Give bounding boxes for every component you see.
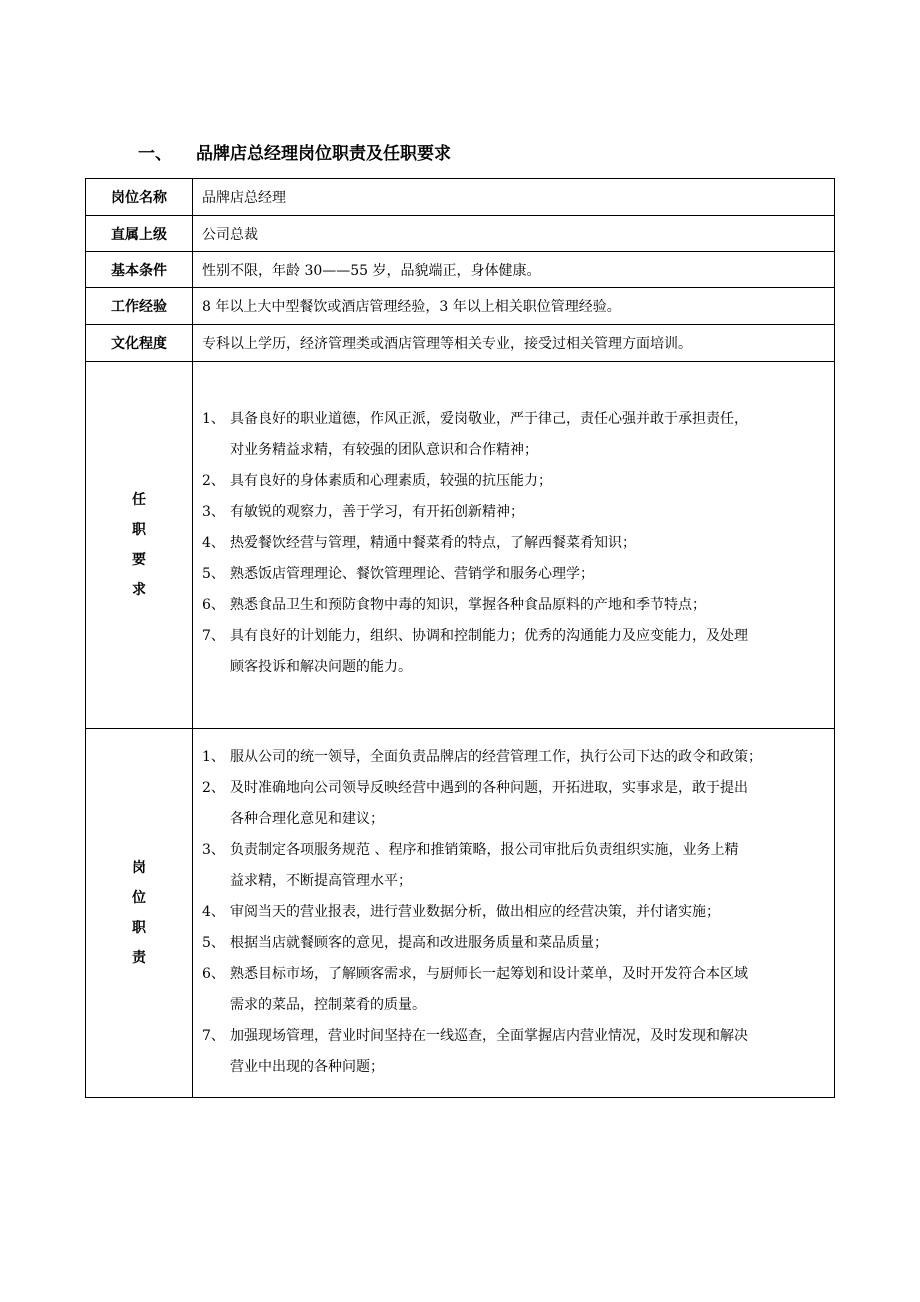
item-line: 具有良好的身体素质和心理素质，较强的抗压能力； [230,472,552,489]
label-char: 职 [132,522,146,538]
label-char: 求 [132,582,146,598]
job-description-table [85,178,835,1098]
item-number: 1、 [202,749,225,765]
requirements-list [193,404,834,683]
item-line: 及时准确地向公司领导反映经营中遇到的各种问题，开拓进取，实事求是，敢于提出 [230,780,748,796]
item-line: 熟悉目标市场，了解顾客需求，与厨师长一起筹划和设计菜单，及时开发符合本区域 [230,966,748,982]
row-label: 岗位名称 [86,179,193,216]
duties-label [86,853,192,973]
list-item [202,835,828,897]
item-number: 5、 [202,565,225,582]
list-item [202,404,828,466]
table-row-work-experience [86,288,835,325]
requirements-label [86,485,192,605]
item-line: 各种合理化意见和建议； [230,811,384,827]
label-char: 任 [132,492,146,508]
section-title: 品牌店总经理岗位职责及任职要求 [196,144,451,164]
item-number: 3、 [202,503,225,520]
item-number: 7、 [202,1028,225,1044]
table-row-duties [86,729,835,1098]
row-value: 专科以上学历，经济管理类或酒店管理等相关专业，接受过相关管理方面培训。 [193,325,835,362]
list-item [202,1021,828,1083]
list-item [202,959,828,1021]
item-line: 营业中出现的各种问题； [230,1059,384,1075]
item-line: 具备良好的职业道德，作风正派，爱岗敬业，严于律己，责任心强并敢于承担责任， [230,410,748,427]
duties-list-cell [193,729,835,1098]
row-label: 工作经验 [86,288,193,325]
requirements-label-cell [86,362,193,729]
item-number: 3、 [202,842,225,858]
label-char: 岗 [132,860,146,876]
row-value: 品牌店总经理 [193,179,835,216]
label-char: 要 [132,552,146,568]
row-label: 直属上级 [86,216,193,252]
item-line: 熟悉饭店管理理论、餐饮管理理论、营销学和服务心理学； [230,565,594,582]
item-number: 6、 [202,966,225,982]
list-item [202,897,828,928]
item-line: 熟悉食品卫生和预防食物中毒的知识，掌握各种食品原料的产地和季节特点； [230,596,706,613]
list-item [202,590,828,621]
list-item [202,621,828,683]
item-number: 7、 [202,627,225,644]
list-item [202,497,828,528]
row-value: 性别不限，年龄 30——55 岁，品貌端正，身体健康。 [193,252,835,288]
duties-label-cell [86,729,193,1098]
item-line: 需求的菜品，控制菜肴的质量。 [230,997,426,1013]
table-row-basic-conditions [86,252,835,288]
list-item [202,466,828,497]
item-line: 顾客投诉和解决问题的能力。 [230,658,412,675]
item-line: 具有良好的计划能力，组织、协调和控制能力；优秀的沟通能力及应变能力，及处理 [230,627,748,644]
table-row-education [86,325,835,362]
item-line: 服从公司的统一领导，全面负责品牌店的经营管理工作，执行公司下达的政令和政策； [230,749,762,765]
label-char: 位 [132,890,146,906]
list-item [202,742,828,773]
duties-list [193,742,834,1083]
item-number: 6、 [202,596,225,613]
list-item [202,773,828,835]
list-item [202,528,828,559]
item-line: 加强现场管理，营业时间坚持在一线巡查，全面掌握店内营业情况，及时发现和解决 [230,1028,748,1044]
requirements-list-cell [193,362,835,729]
row-value: 公司总裁 [193,216,835,252]
item-line: 负责制定各项服务规范 、程序和推销策略，报公司审批后负责组织实施，业务上精 [230,842,739,858]
section-number: 一、 [138,144,172,164]
row-label: 基本条件 [86,252,193,288]
item-number: 4、 [202,534,225,551]
item-number: 5、 [202,935,225,951]
item-number: 2、 [202,780,225,796]
table-row-requirements [86,362,835,729]
section-heading [138,141,451,167]
table-row-position-name [86,179,835,216]
item-line: 有敏锐的观察力，善于学习，有开拓创新精神； [230,503,524,520]
list-item [202,559,828,590]
row-label: 文化程度 [86,325,193,362]
label-char: 责 [132,950,146,966]
row-value: 8 年以上大中型餐饮或酒店管理经验，3 年以上相关职位管理经验。 [193,288,835,325]
item-number: 1、 [202,410,225,427]
list-item [202,928,828,959]
item-line: 益求精，不断提高管理水平； [230,873,412,889]
item-line: 对业务精益求精，有较强的团队意识和合作精神； [230,441,538,458]
item-line: 根据当店就餐顾客的意见，提高和改进服务质量和菜品质量； [230,935,608,951]
item-line: 热爱餐饮经营与管理，精通中餐菜肴的特点，了解西餐菜肴知识； [230,534,636,551]
item-number: 2、 [202,472,225,489]
label-char: 职 [132,920,146,936]
item-number: 4、 [202,904,225,920]
table-row-direct-superior [86,216,835,252]
item-line: 审阅当天的营业报表，进行营业数据分析，做出相应的经营决策，并付诸实施； [230,904,720,920]
